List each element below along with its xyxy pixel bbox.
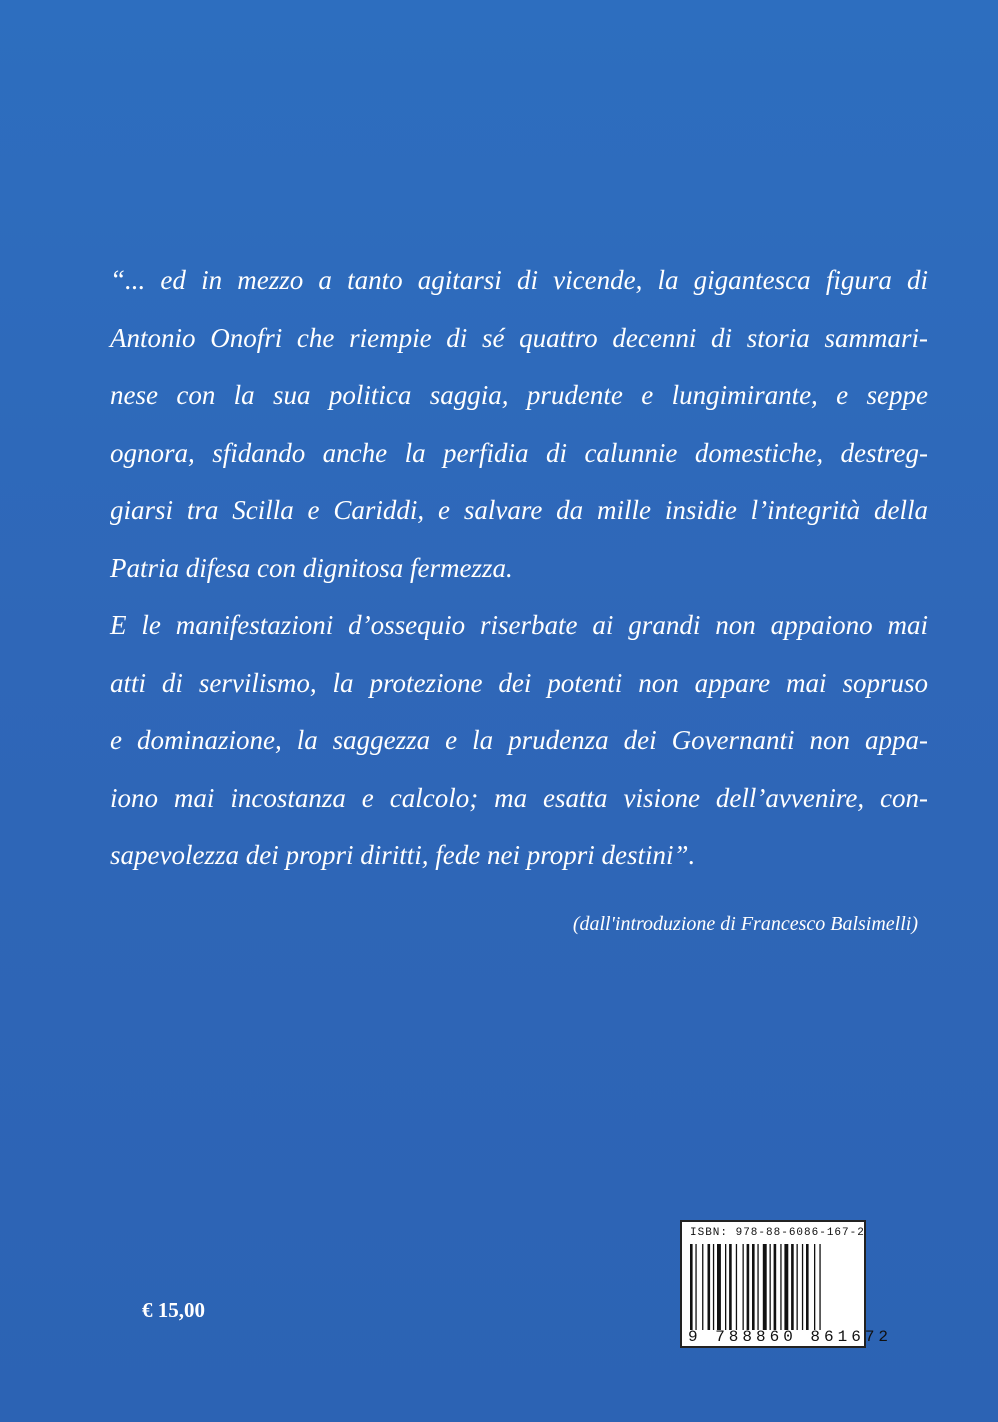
quote-line: nese con la sua politica saggia, prudente e lungimirante, e seppe [110,380,928,410]
barcode-bar [725,1244,726,1330]
barcode-bar [747,1244,750,1330]
barcode-bar [814,1244,815,1330]
price-label: € 15,00 [142,1298,205,1322]
quote-line: iono mai incostanza e calcolo; ma esatta visione dell’avvenire, con- [110,782,928,813]
barcode-bar [770,1244,771,1330]
quote-line: Patria difesa con dignitosa fermezza. [110,552,513,583]
barcode-bar [702,1244,703,1330]
barcode-bar [736,1244,737,1330]
barcode-bar [757,1244,758,1330]
quote-line: Antonio Onofri che riempie di sé quattro decenni di storia sammari- [110,322,928,353]
quote-line: e dominazione, la saggezza e la prudenza dei Governanti non appa- [110,725,928,755]
barcode-bar [708,1244,711,1330]
barcode-bar [806,1244,809,1330]
quote-line: E le manifestazioni d’ossequio riserbate ai grandi non appaiono mai [110,610,928,640]
barcode-bar [774,1244,777,1330]
barcode-bar [690,1244,693,1330]
quote-line: “... ed in mezzo a tanto agitarsi di vicende, la gigantesca figura di [110,265,928,295]
quote-block [110,252,928,885]
quote-line: sapevolezza dei propri diritti, fede nei propri destini”. [110,840,696,870]
isbn-number: ISBN: 978-88-6086-167-2 [690,1227,865,1239]
barcode-bar [780,1244,781,1330]
barcode-bar [819,1244,820,1330]
barcode-bar [729,1244,732,1330]
barcode-bars [688,1244,860,1330]
quote-attribution: (dall'introduzione di Francesco Balsimelli) [572,913,918,935]
barcode-bar [717,1244,721,1330]
barcode-bar [802,1244,803,1330]
isbn-barcode [680,1220,893,1348]
barcode-bar [752,1244,755,1330]
barcode-bar [784,1244,788,1330]
barcode-digits: 9 788860 861672 [688,1328,893,1346]
barcode-bar [763,1244,767,1330]
quote-line: atti di servilismo, la protezione dei potenti non appare mai sopruso [110,667,928,698]
quote-line: ognora, sfidando anche la perfidia di calunnie domestiche, destreg- [110,437,928,468]
barcode-bar [743,1244,744,1330]
barcode-bar [713,1244,714,1330]
barcode-bar [695,1244,696,1330]
barcode-bar [797,1244,798,1330]
quote-line: giarsi tra Scilla e Cariddi, e salvare da mille insidie l’integrità della [110,495,928,525]
barcode-bar [791,1244,794,1330]
